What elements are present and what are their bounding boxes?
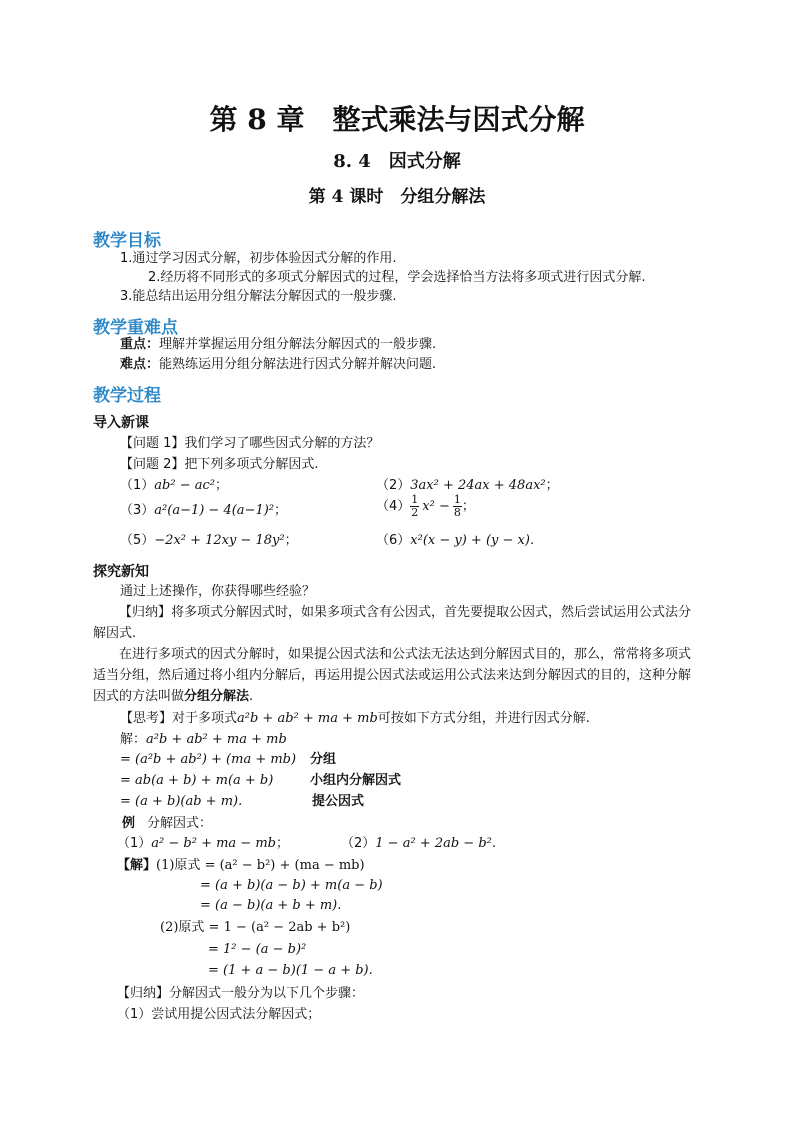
answer-1-step-1: (1)原式 = (a² − b²) + (ma − mb) — [156, 858, 365, 873]
objectives-heading: 教学目标 — [93, 231, 161, 251]
objective-item-3: 3.能总结出运用分组分解法分解因式的一般步骤. — [120, 289, 397, 304]
solution-expr-0: a²b + ab² + ma + mb — [146, 732, 287, 747]
answer-1-step-3: = (a − b)(a + b + m). — [200, 898, 342, 913]
fraction-2-denominator: 8 — [453, 506, 461, 519]
exercise-5-expr: −2x² + 12xy − 18y² — [154, 533, 285, 548]
exercise-2 — [376, 476, 559, 496]
solution-note-3: 提公因式 — [312, 794, 365, 809]
fraction-1-denominator: 2 — [411, 506, 419, 519]
answer-2-step-3: = (1 + a − b)(1 − a + b). — [208, 963, 373, 978]
example-task: 分解因式： — [147, 816, 213, 831]
solution-note-2: 小组内分解因式 — [310, 773, 402, 788]
exercise-3-label: （3） — [120, 503, 155, 518]
example-heading — [122, 814, 212, 834]
fraction-1-numerator: 1 — [411, 493, 419, 506]
exercise-6 — [376, 531, 534, 551]
exercise-5-sep: ； — [284, 533, 298, 548]
exercise-1 — [120, 476, 228, 496]
exercise-2-sep: ； — [545, 478, 559, 493]
focus-label: 重点： — [120, 337, 160, 352]
exercise-4 — [376, 494, 475, 519]
example-problem-1-sep: ； — [275, 836, 289, 851]
example-label: 例 — [122, 816, 136, 831]
explore-grouping-paragraph — [93, 644, 703, 707]
focus-text: 理解并掌握运用分组分解法分解因式的一般步骤. — [159, 337, 437, 352]
exercise-2-label: （2） — [376, 478, 411, 493]
exercise-4-middle: x² − — [422, 498, 450, 514]
exercise-6-label: （6） — [376, 533, 411, 548]
answer-2-step-1: (2)原式 = 1 − (a² − 2ab + b²) — [160, 920, 351, 935]
grouping-end: . — [249, 689, 254, 704]
grouping-text: 在进行多项式的因式分解时，如果提公因式法和公式法无法达到分解因式目的，那么，常常将多项式适当分组，然后通过将小组内分解后，再运用提公因式法或运用公式法来达到分解因式的目的，这种分解因式的方法叫做 — [93, 647, 692, 704]
process-heading: 教学过程 — [93, 386, 161, 406]
fraction-2-numerator: 1 — [453, 493, 461, 506]
objective-item-1: 1.通过学习因式分解，初步体验因式分解的作用. — [120, 251, 397, 266]
exercise-2-expr: 3ax² + 24ax + 48ax² — [410, 478, 546, 493]
exercise-5 — [120, 531, 298, 551]
example-problem-1-label: （1） — [117, 836, 152, 851]
think-suffix: 可按如下方式分组，并进行因式分解. — [377, 711, 590, 726]
steps-summary: 【归纳】分解因式一般分为以下几个步骤： — [117, 986, 365, 1001]
answer-1-step-2: = (a + b)(a − b) + m(a − b) — [200, 878, 383, 893]
exercise-3-sep: ； — [274, 503, 288, 518]
exercise-1-label: （1） — [120, 478, 155, 493]
solution-expr-1: = (a²b + ab²) + (ma + mb) — [120, 752, 297, 767]
example-problem-1-expr: a² − b² + ma − mb — [151, 836, 276, 851]
answer-2-step-2: = 1² − (a − b)² — [208, 942, 307, 957]
lesson-title: 第 4 课时 分组分解法 — [308, 187, 486, 207]
think-expression: a²b + ab² + ma + mb — [237, 711, 378, 726]
example-problem-2-label: （2） — [341, 836, 376, 851]
exercise-3 — [120, 501, 287, 521]
exercise-6-end: . — [529, 533, 535, 548]
difficulty-line — [120, 355, 436, 375]
objective-item-2: 2.经历将不同形式的多项式分解因式的过程，学会选择恰当方法将多项式进行因式分解. — [148, 270, 646, 285]
focus-line — [120, 335, 436, 355]
section-title: 8. 4 因式分解 — [333, 151, 461, 172]
explore-heading: 探究新知 — [93, 564, 149, 580]
solution-note-1: 分组 — [310, 752, 337, 767]
exercise-4-fraction-1 — [410, 494, 419, 519]
question-2: 【问题 2】把下列多项式分解因式. — [120, 457, 319, 472]
chapter-title: 第 8 章 整式乘法与因式分解 — [209, 103, 585, 136]
intro-heading: 导入新课 — [93, 415, 149, 431]
step-1: （1）尝试用提公因式法分解因式； — [117, 1007, 321, 1022]
answer-label: 【解】 — [117, 858, 157, 873]
exercise-4-fraction-2 — [453, 494, 462, 519]
exercise-6-expr: x²(x − y) + (y − x) — [410, 533, 530, 548]
question-1: 【问题 1】我们学习了哪些因式分解的方法？ — [120, 436, 380, 451]
example-problem-2 — [341, 834, 496, 854]
exercise-4-label: （4） — [376, 498, 411, 514]
exercise-1-sep: ； — [214, 478, 228, 493]
solution-line-0 — [120, 730, 287, 750]
exercise-5-label: （5） — [120, 533, 155, 548]
difficulty-text: 能熟练运用分组分解法进行因式分解并解决问题. — [159, 357, 437, 372]
solution-label: 解： — [120, 732, 147, 747]
difficulty-label: 难点： — [120, 357, 160, 372]
explore-question: 通过上述操作，你获得哪些经验？ — [120, 584, 316, 599]
think-prefix: 【思考】对于多项式 — [120, 711, 238, 726]
think-line — [120, 709, 590, 729]
example-problem-2-expr: 1 − a² + 2ab − b². — [375, 836, 496, 851]
answer-line-1 — [117, 856, 365, 876]
solution-expr-3: = (a + b)(ab + m). — [120, 794, 243, 809]
solution-expr-2: = ab(a + b) + m(a + b) — [120, 773, 274, 788]
keypoints-heading: 教学重难点 — [93, 318, 178, 338]
example-problem-1 — [117, 834, 289, 854]
exercise-1-expr: ab² − ac² — [154, 478, 215, 493]
explore-summary: 【归纳】将多项式分解因式时，如果多项式含有公因式，首先要提取公因式，然后尝试运用公式法分解因式. — [93, 605, 692, 641]
exercise-4-sep: ； — [461, 498, 475, 514]
exercise-3-expr: a²(a−1) − 4(a−1)² — [154, 503, 274, 518]
grouping-term: 分组分解法 — [184, 689, 250, 704]
